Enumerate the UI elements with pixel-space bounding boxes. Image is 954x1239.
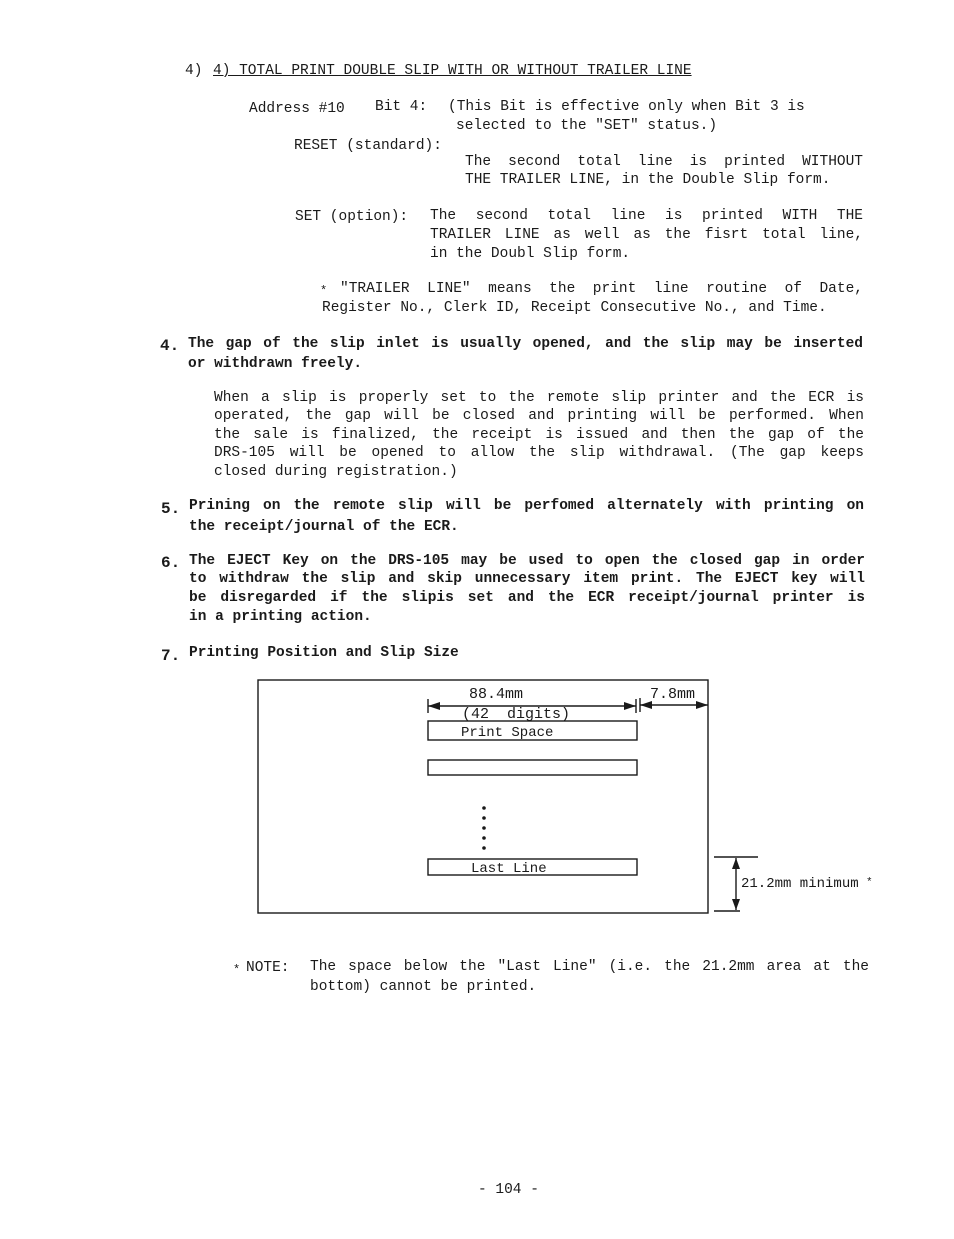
item-4-number: 4. <box>160 337 180 355</box>
footnote-line-1: The space below the "Last Line" (i.e. the 21.2mm area at the <box>310 959 869 975</box>
item-6-line-1: The EJECT Key on the DRS-105 may be used to open the closed gap in order <box>189 553 865 569</box>
page-number: - 104 - <box>478 1182 539 1198</box>
bit-label: Bit 4: <box>375 99 428 115</box>
item-4-body-4: DRS-105 will be opened to allow the slip withdrawal. (The gap keeps <box>214 445 864 461</box>
item-7-number: 7. <box>161 647 181 665</box>
item-5-line-1: Prining on the remote slip will be perfomed alternately with printing on <box>189 498 864 514</box>
reset-description-2: THE TRAILER LINE, in the Double Slip form. <box>465 172 831 188</box>
last-line-label: Last Line <box>471 861 547 877</box>
trailer-note-2: Register No., Clerk ID, Receipt Consecutive No., and Time. <box>322 300 827 316</box>
set-description-2: TRAILER LINE as well as the fisrt total line, <box>430 227 863 243</box>
arrow-right-icon <box>624 702 636 710</box>
item-4-body-2: operated, the gap will be closed and printing will be performed. When <box>214 408 864 424</box>
item-6-line-2: to withdraw the slip and skip unnecessary item print. The EJECT key will <box>189 571 865 587</box>
item-5-number: 5. <box>161 500 181 518</box>
bottom-margin-label: 21.2mm minimum <box>741 876 859 892</box>
asterisk-mark: * <box>320 284 328 298</box>
footnote-line-2: bottom) cannot be printed. <box>310 979 537 995</box>
footnote-label: NOTE: <box>246 960 290 976</box>
item-4-body-1: When a slip is properly set to the remote slip printer and the ECR is <box>214 390 864 406</box>
section-number: 4) <box>185 63 203 79</box>
arrow-down-icon <box>732 899 740 910</box>
item-4-body-3: the sale is finalized, the receipt is issued and then the gap of the <box>214 427 864 443</box>
item-4-line-2: or withdrawn freely. <box>188 356 363 372</box>
bit-description-2: selected to the "SET" status.) <box>456 118 718 134</box>
item-6-line-4: in a printing action. <box>189 609 372 625</box>
item-4-body-5: closed during registration.) <box>214 464 458 480</box>
bit-description-1: (This Bit is effective only when Bit 3 is <box>448 99 805 115</box>
margin-dimension-label: 7.8mm <box>650 686 696 703</box>
address-label: Address #10 <box>249 101 345 117</box>
width-dimension-label: 88.4mm <box>469 686 524 703</box>
section-heading: 4) TOTAL PRINT DOUBLE SLIP WITH OR WITHOUT TRAILER LINE <box>213 63 692 79</box>
print-space-label: Print Space <box>461 725 554 741</box>
set-description-3: in the Doubl Slip form. <box>430 246 631 262</box>
reset-description-1: The second total line is printed WITHOUT <box>465 154 863 170</box>
arrow-up-icon <box>732 858 740 869</box>
trailer-note-1: "TRAILER LINE" means the print line routine of Date, <box>340 281 863 297</box>
item-5-line-2: the receipt/journal of the ECR. <box>189 519 459 535</box>
set-label: SET (option): <box>295 209 409 225</box>
reset-label: RESET (standard): <box>294 138 442 154</box>
second-line-box <box>428 760 637 775</box>
asterisk-mark: * <box>233 963 241 977</box>
item-4-line-1: The gap of the slip inlet is usually opened, and the slip may be inserted <box>188 336 863 352</box>
asterisk-mark: * <box>866 877 873 889</box>
digits-label: (42 digits) <box>462 706 571 723</box>
arrow-right-icon <box>696 701 708 709</box>
arrow-left-icon <box>428 702 440 710</box>
item-6-number: 6. <box>161 554 181 572</box>
item-6-line-3: be disregarded if the slipis set and the ECR receipt/journal printer is <box>189 590 865 606</box>
set-description-1: The second total line is printed WITH THE <box>430 208 863 224</box>
item-7-title: Printing Position and Slip Size <box>189 645 459 661</box>
